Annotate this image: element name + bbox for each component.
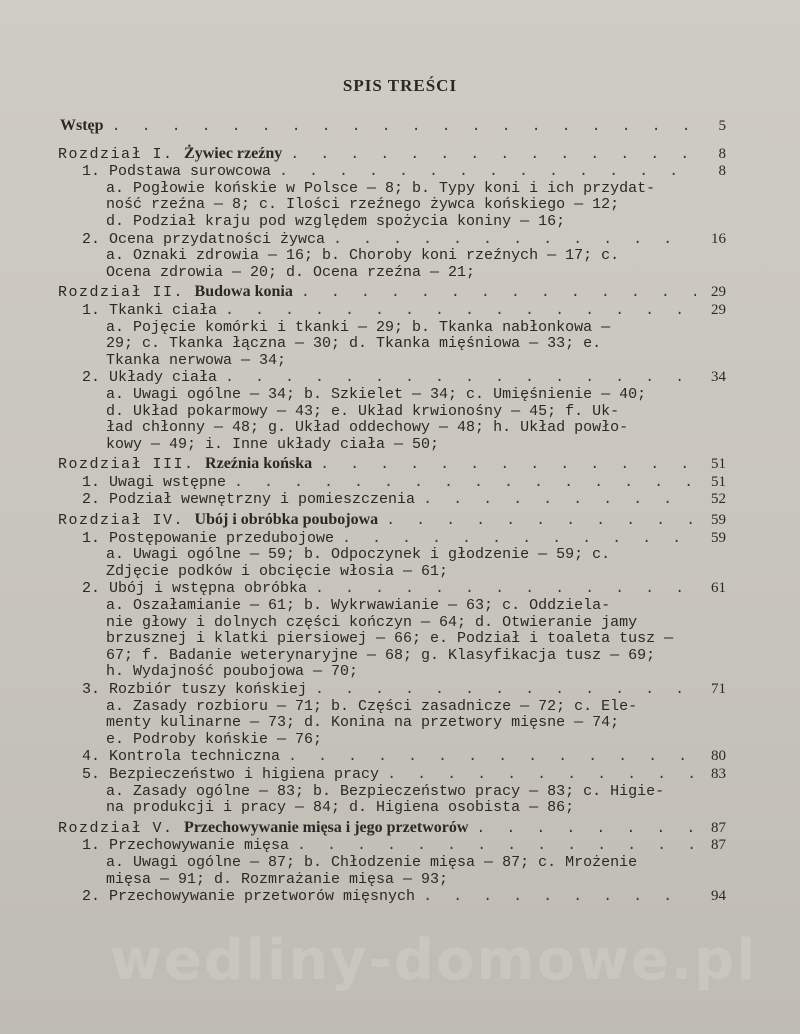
chapter-label [58, 284, 293, 302]
intro-label: Wstęp [60, 117, 104, 134]
toc-chapter-entry [58, 820, 726, 838]
chapter-prefix: Rozdział II. [58, 284, 185, 302]
dot-leader [476, 821, 696, 838]
subsection-line: a. Oszałamianie — 61; b. Wykrwawianie — 63; c. Oddziela- [106, 597, 611, 615]
dot-leader [288, 749, 696, 766]
section-label: 2. Przechowywanie przetworów mięsnych [82, 888, 416, 906]
section-label: 2. Układy ciała [82, 369, 218, 387]
section-page: 51 [711, 473, 726, 490]
toc-title: SPIS TREŚCI [342, 76, 458, 95]
chapter-page: 51 [711, 456, 726, 473]
subsection-list [58, 181, 726, 231]
chapter-name: Przechowywanie mięsa i jego przetworów [184, 818, 469, 836]
subsection-line: h. Wydajność poubojowa — 70; [106, 663, 359, 681]
chapter-label [58, 146, 282, 164]
subsection-line: a. Zasady ogólne — 83; b. Bezpieczeństwo pracy — 83; c. Higie- [106, 782, 665, 800]
chapter-prefix: Rozdział I. [58, 145, 174, 163]
subsection-line: nie głowy i dolnych części kończyn — 64; d. Otwieranie jamy [106, 613, 638, 631]
section-label: 1. Przechowywanie mięsa [82, 837, 290, 855]
chapter-page: 8 [718, 145, 726, 162]
subsection-line: a. Uwagi ogólne — 59; b. Odpoczynek i głodzenie — 59; c. [106, 546, 611, 564]
dot-leader [387, 767, 696, 784]
toc-chapter-entry [58, 512, 726, 530]
section-label: 3. Rozbiór tuszy końskiej [82, 681, 308, 698]
dot-leader [297, 838, 696, 855]
subsection-line: a. Uwagi ogólne — 87; b. Chłodzenie mięsa — 87; c. Mrożenie [106, 853, 638, 871]
section-label: 2. Ocena przydatności żywca [82, 230, 326, 248]
dot-leader [290, 147, 696, 164]
dot-leader [315, 682, 696, 699]
subsection-list [58, 598, 726, 681]
dot-leader [320, 457, 696, 474]
dot-leader [279, 164, 696, 181]
subsection-line: ład chłonny — 48; g. Układ oddechowy — 48; h. Układ powło- [106, 419, 629, 437]
toc-section-entry [58, 369, 726, 387]
subsection-list [58, 387, 726, 453]
toc-section-entry [58, 231, 726, 249]
dot-leader [423, 492, 696, 509]
watermark: wedliny-domowe.pl [110, 928, 758, 993]
chapter-list [58, 146, 726, 906]
section-page: 8 [718, 163, 726, 180]
subsection-line: Ocena zdrowia — 20; d. Ocena rzeźna — 21; [106, 263, 476, 281]
subsection-list [58, 248, 726, 281]
subsection-line: e. Podroby końskie — 76; [106, 730, 323, 748]
subsection-line: a. Oznaki zdrowia — 16; b. Choroby koni rzeźnych — 17; c. [106, 247, 620, 265]
section-page: 59 [711, 529, 726, 546]
toc-section-entry [58, 766, 726, 784]
intro-page: 5 [718, 118, 726, 134]
dot-leader [423, 889, 696, 906]
section-page: 87 [711, 837, 726, 854]
subsection-list [58, 320, 726, 370]
section-label: 4. Kontrola techniczna [82, 748, 281, 766]
chapter-page: 87 [711, 819, 726, 836]
subsection-list [58, 784, 726, 817]
subsection-line: d. Układ pokarmowy — 43; e. Układ krwionośny — 45; f. Uk- [106, 402, 620, 420]
toc-entry-intro [60, 118, 726, 136]
section-label: 1. Tkanki ciała [82, 301, 218, 319]
chapter-prefix: Rozdział IV. [58, 512, 185, 530]
section-page: 61 [711, 580, 726, 597]
section-page: 16 [711, 230, 726, 247]
toc-section-entry [58, 491, 726, 509]
chapter-label [58, 456, 312, 474]
dot-leader [234, 475, 696, 492]
subsection-line: brzusznej i klatki piersiowej — 66; e. Podział i toaleta tusz — [106, 630, 674, 648]
toc-section-entry [58, 163, 726, 181]
subsection-line: a. Pogłowie końskie w Polsce — 8; b. Typy koni i ich przydat- [106, 179, 656, 197]
section-label: 2. Ubój i wstępna obróbka [82, 580, 308, 598]
dot-leader [342, 531, 696, 548]
toc-section-entry [58, 888, 726, 906]
dot-leader [301, 285, 696, 302]
section-label: 2. Podział wewnętrzny i pomieszczenia [82, 491, 416, 509]
section-label: 1. Podstawa surowcowa [82, 163, 272, 181]
table-of-contents [58, 118, 726, 906]
section-page: 80 [711, 748, 726, 765]
chapter-prefix: Rozdział III. [58, 456, 195, 474]
toc-section-entry [58, 302, 726, 320]
toc-section-entry [58, 580, 726, 598]
dot-leader [225, 370, 696, 387]
subsection-line: 29; c. Tkanka łączna — 30; d. Tkanka mięśniowa — 33; e. [106, 335, 602, 353]
dot-leader [386, 513, 696, 530]
section-page: 71 [711, 681, 726, 697]
subsection-list [58, 547, 726, 580]
toc-section-entry [58, 837, 726, 855]
subsection-line: ność rzeźna — 8; c. Ilości rzeźnego żywca końskiego — 12; [106, 196, 620, 214]
subsection-line: a. Zasady rozbioru — 71; b. Części zasadnicze — 72; c. Ele- [106, 697, 638, 715]
subsection-line: Tkanka nerwowa — 34; [106, 351, 287, 369]
subsection-line: a. Uwagi ogólne — 34; b. Szkielet — 34; c. Umięśnienie — 40; [106, 385, 647, 403]
chapter-name: Rzeźnia końska [205, 455, 313, 473]
section-page: 29 [711, 301, 726, 318]
subsection-line: 67; f. Badanie weterynaryjne — 68; g. Klasyfikacja tusz — 69; [106, 646, 656, 664]
toc-section-entry [58, 681, 726, 699]
subsection-line: Zdjęcie podków i obcięcie włosia — 61; [106, 562, 449, 580]
subsection-list [58, 855, 726, 888]
toc-chapter-entry [58, 146, 726, 164]
subsection-list [58, 699, 726, 749]
subsection-line: menty kulinarne — 73; d. Konina na przetwory mięsne — 74; [106, 714, 620, 732]
chapter-prefix: Rozdział V. [58, 819, 174, 837]
chapter-page: 29 [711, 284, 726, 301]
dot-leader [112, 119, 696, 136]
toc-section-entry [58, 474, 726, 492]
dot-leader [315, 581, 696, 598]
subsection-line: kowy — 49; i. Inne układy ciała — 50; [106, 435, 440, 453]
toc-section-entry [58, 530, 726, 548]
section-page: 34 [711, 369, 726, 386]
chapter-name: Żywiec rzeźny [184, 144, 283, 162]
subsection-line: d. Podział kraju pod względem spożycia koniny — 16; [106, 212, 566, 230]
section-page: 83 [711, 765, 726, 782]
chapter-name: Budowa konia [194, 283, 293, 301]
toc-chapter-entry [58, 284, 726, 302]
chapter-label [58, 512, 378, 530]
toc-section-entry [58, 748, 726, 766]
chapter-name: Ubój i obróbka poubojowa [194, 511, 379, 529]
chapter-page: 59 [711, 512, 726, 529]
section-page: 52 [711, 491, 726, 508]
section-label: 1. Uwagi wstępne [82, 473, 227, 491]
chapter-label [58, 820, 468, 838]
section-label: 5. Bezpieczeństwo i higiena pracy [82, 765, 380, 783]
subsection-line: na produkcji i pracy — 84; d. Higiena osobista — 86; [106, 799, 575, 817]
subsection-line: a. Pojęcie komórki i tkanki — 29; b. Tkanka nabłonkowa — [106, 318, 611, 336]
section-label: 1. Postępowanie przedubojowe [82, 529, 335, 547]
dot-leader [225, 303, 696, 320]
section-page: 94 [711, 888, 726, 905]
dot-leader [333, 232, 696, 249]
subsection-line: mięsa — 91; d. Rozmrażanie mięsa — 93; [106, 870, 449, 888]
toc-chapter-entry [58, 456, 726, 474]
